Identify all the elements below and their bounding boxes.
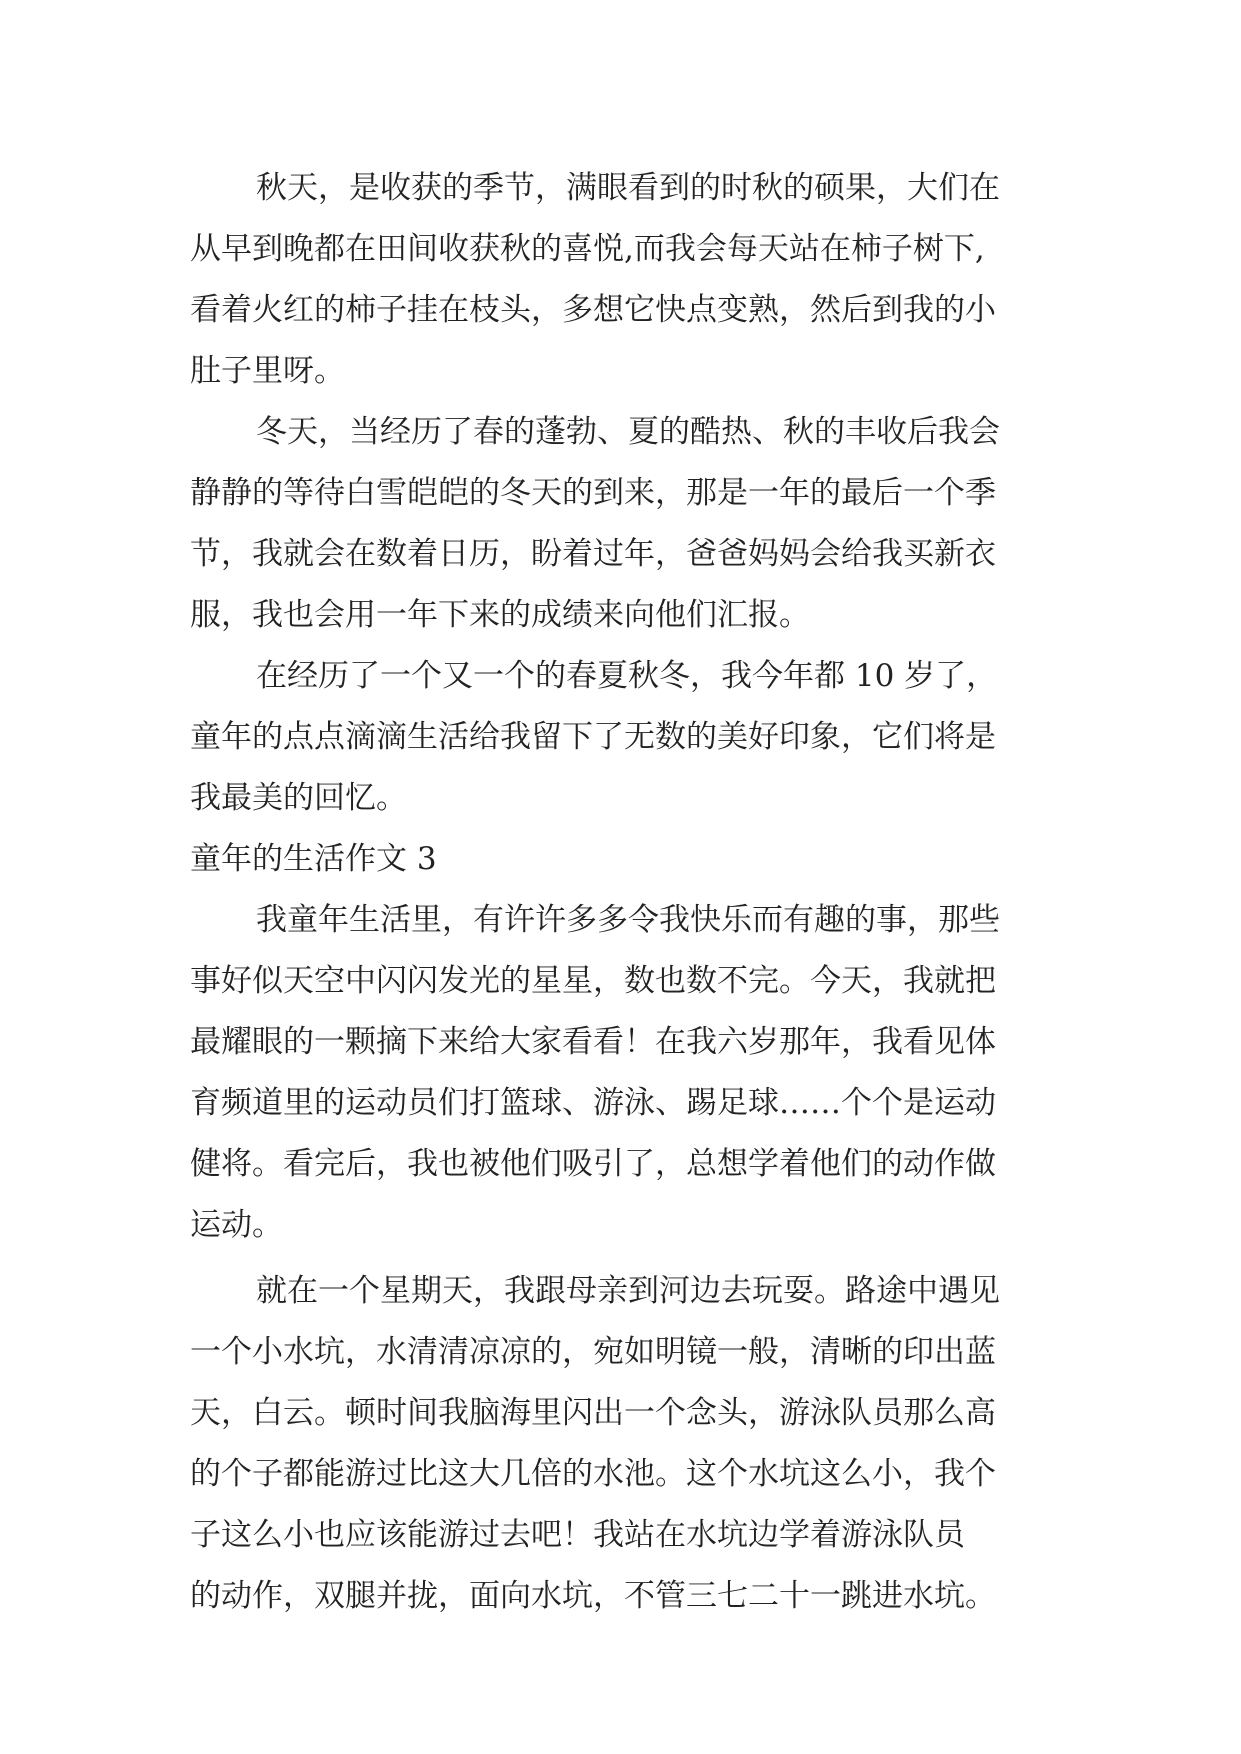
text-line: 事好似天空中闪闪发光的星星，数也数不完。今天，我就把 — [190, 963, 996, 999]
text-line: 子这么小也应该能游过去吧！我站在水坑边学着游泳队员 — [190, 1517, 965, 1553]
text-line: 肚子里呀。 — [190, 353, 345, 389]
text-line: 一个小水坑，水清清凉凉的，宛如明镜一般，清晰的印出蓝 — [190, 1334, 996, 1370]
text-line: 最耀眼的一颗摘下来给大家看看！在我六岁那年，我看见体 — [190, 1024, 996, 1060]
text-line: 从早到晚都在田间收获秋的喜悦,而我会每天站在柿子树下, — [190, 231, 985, 267]
text-line: 服，我也会用一年下来的成绩来向他们汇报。 — [190, 597, 810, 633]
text-line: 秋天，是收获的季节，满眼看到的时秋的硕果，大们在 — [256, 170, 1000, 206]
text-line: 我最美的回忆。 — [190, 780, 407, 816]
text-line: 我童年生活里，有许许多多令我快乐而有趣的事，那些 — [256, 902, 1000, 938]
text-line: 健将。看完后，我也被他们吸引了，总想学着他们的动作做 — [190, 1146, 996, 1182]
text-line: 节，我就会在数着日历，盼着过年，爸爸妈妈会给我买新衣 — [190, 536, 996, 572]
text-line: 静静的等待白雪皑皑的冬天的到来，那是一年的最后一个季 — [190, 475, 996, 511]
text-line: 看着火红的柿子挂在枝头，多想它快点变熟，然后到我的小 — [190, 292, 996, 328]
text-line: 童年的点点滴滴生活给我留下了无数的美好印象，它们将是 — [190, 719, 996, 755]
text-line: 天，白云。顿时间我脑海里闪出一个念头，游泳队员那么高 — [190, 1395, 996, 1431]
document-body — [190, 158, 1090, 1627]
section-heading: 童年的生活作文 3 — [190, 841, 437, 877]
text-line: 育频道里的运动员们打篮球、游泳、踢足球……个个是运动 — [190, 1085, 996, 1121]
text-line: 的个子都能游过比这大几倍的水池。这个水坑这么小，我个 — [190, 1456, 996, 1492]
text-line: 就在一个星期天，我跟母亲到河边去玩耍。路途中遇见 — [256, 1273, 1000, 1309]
text-line: 的动作，双腿并拢，面向水坑，不管三七二十一跳进水坑。 — [190, 1578, 996, 1614]
text-line: 冬天，当经历了春的蓬勃、夏的酷热、秋的丰收后我会 — [256, 414, 1000, 450]
text-line: 在经历了一个又一个的春夏秋冬，我今年都 10 岁了， — [256, 658, 998, 694]
text-line: 运动。 — [190, 1207, 283, 1243]
